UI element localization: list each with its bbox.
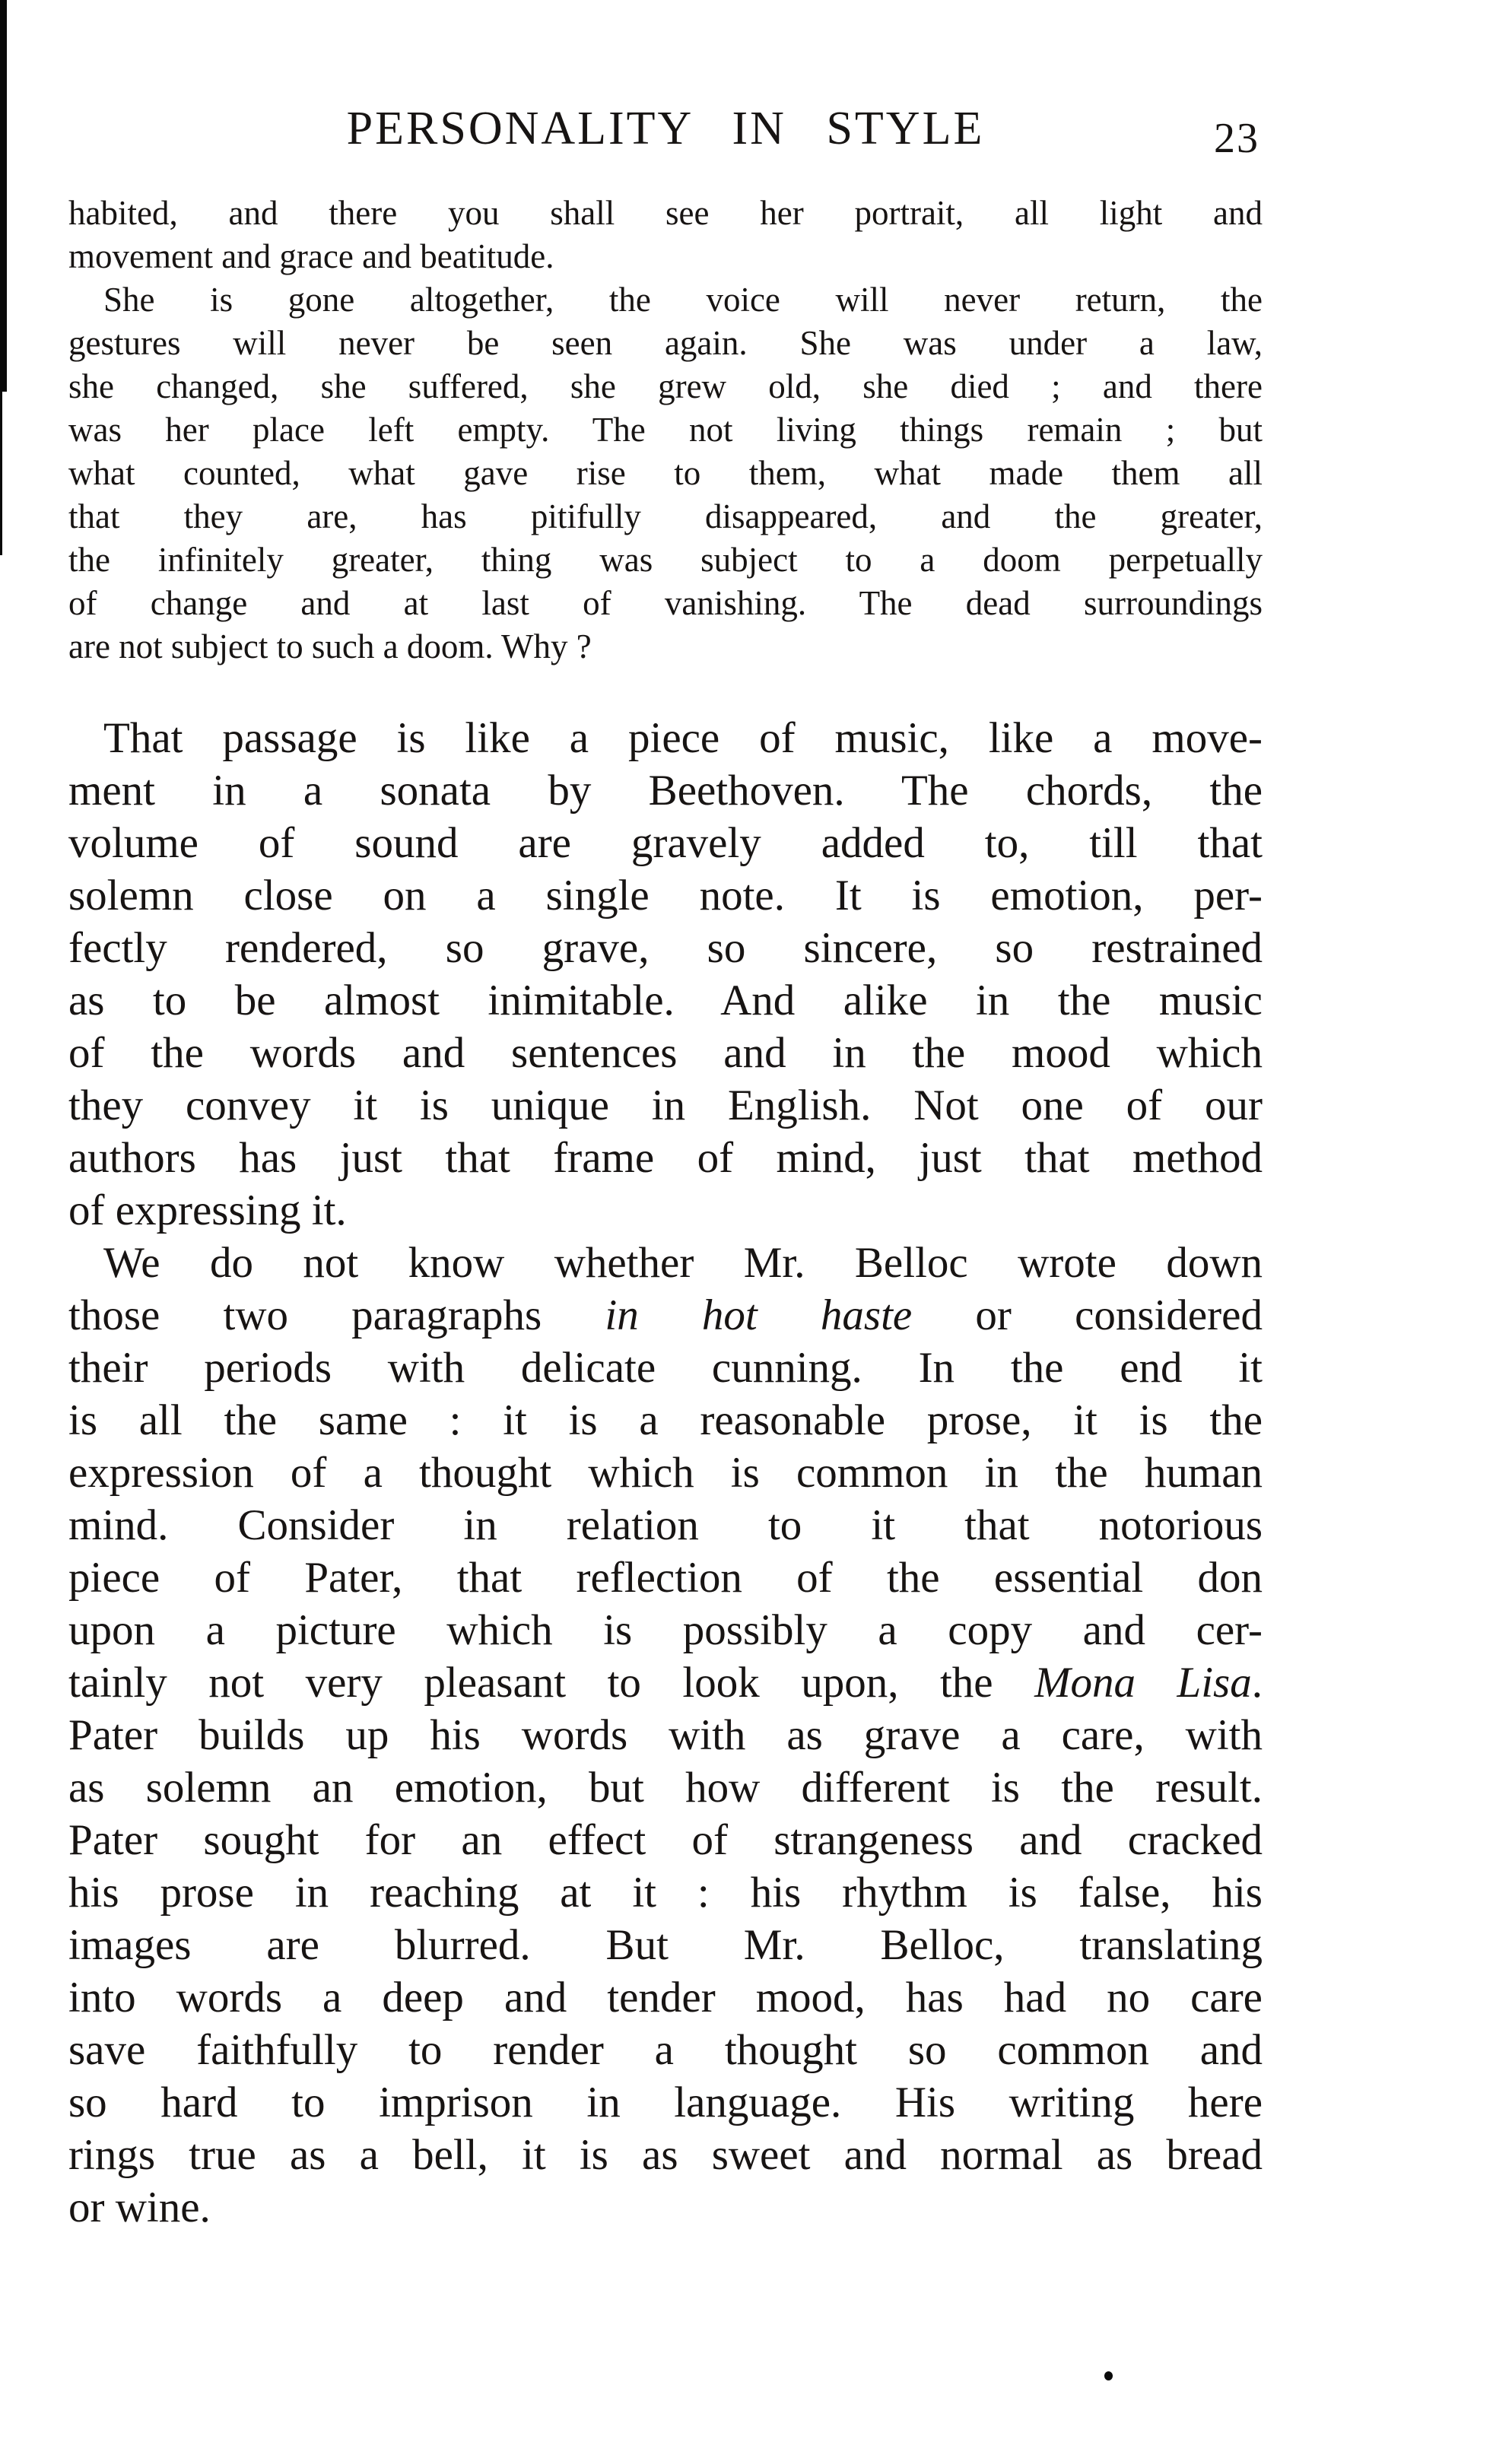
text-run: or considered — [912, 1291, 1263, 1339]
text-run: she changed, she suffered, she grew old, she died ; and there — [68, 367, 1263, 405]
text-run: as solemn an emotion, but how different is the result. — [68, 1764, 1263, 1812]
text-line — [68, 452, 1263, 495]
text-line — [68, 1919, 1263, 1971]
scan-edge-artifact — [0, 0, 7, 392]
text-run: fectly rendered, so grave, so sincere, so restrained — [68, 924, 1263, 972]
text-line — [68, 625, 1263, 669]
text-run: expression of a thought which is common in the human — [68, 1449, 1263, 1497]
text-run: . — [1251, 1659, 1263, 1707]
text-line — [68, 2024, 1263, 2076]
text-line — [68, 538, 1263, 582]
text-run: as to be almost inimitable. And alike in the music — [68, 977, 1263, 1024]
text-run: was her place left empty. The not living things remain ; but — [68, 411, 1263, 449]
text-run: Pater sought for an effect of strangeness and cracked — [68, 1816, 1263, 1864]
italic-text: in hot haste — [605, 1291, 913, 1339]
text-run: save faithfully to render a thought so common and — [68, 2026, 1263, 2074]
text-run: solemn close on a single note. It is emotion, per- — [68, 872, 1263, 919]
text-line — [68, 1342, 1263, 1394]
text-run: their periods with delicate cunning. In the end it — [68, 1344, 1263, 1392]
text-run: tainly not very pleasant to look upon, the — [68, 1659, 1035, 1707]
text-run: authors has just that frame of mind, just that method — [68, 1134, 1263, 1182]
text-run: upon a picture which is possibly a copy and cer- — [68, 1606, 1263, 1654]
text-line — [68, 278, 1263, 322]
text-line — [68, 817, 1263, 869]
text-run: images are blurred. But Mr. Belloc, translating — [68, 1921, 1263, 1969]
text-run: of the words and sentences and in the mood which — [68, 1029, 1263, 1077]
text-run: ment in a sonata by Beethoven. The chords, the — [68, 767, 1263, 815]
text-run: piece of Pater, that reflection of the essential don — [68, 1554, 1263, 1602]
text-line — [68, 582, 1263, 625]
text-line — [68, 1551, 1263, 1604]
text-run: movement and grace and beatitude. — [68, 237, 554, 275]
text-line — [68, 1289, 1263, 1342]
text-run: Pater builds up his words with as grave a care, with — [68, 1711, 1263, 1759]
text-run: of expressing it. — [68, 1186, 347, 1234]
text-line — [68, 1027, 1263, 1079]
text-run: into words a deep and tender mood, has had no care — [68, 1974, 1263, 2021]
text-line — [68, 922, 1263, 974]
text-line — [68, 1184, 1263, 1237]
text-line — [68, 1761, 1263, 1814]
text-line — [68, 495, 1263, 538]
text-line — [68, 322, 1263, 365]
text-line — [68, 712, 1263, 764]
text-line — [68, 235, 1263, 278]
page-number: 23 — [1214, 115, 1259, 162]
text-run: his prose in reaching at it : his rhythm is false, his — [68, 1869, 1263, 1917]
ink-speck — [1104, 2371, 1113, 2380]
text-line — [68, 764, 1263, 817]
text-run: the infinitely greater, thing was subject to a doom perpetually — [68, 541, 1263, 579]
text-run: volume of sound are gravely added to, till that — [68, 819, 1263, 867]
text-run: That passage is like a piece of music, like a move- — [103, 714, 1263, 762]
text-line — [68, 1394, 1263, 1447]
text-run: are not subject to such a doom. Why ? — [68, 627, 592, 665]
text-run: or wine. — [68, 2183, 211, 2231]
text-line — [68, 1079, 1263, 1132]
text-line — [68, 1814, 1263, 1866]
text-line — [68, 1132, 1263, 1184]
text-line — [68, 1656, 1263, 1709]
text-line — [68, 1971, 1263, 2024]
text-line — [68, 1709, 1263, 1761]
running-header-title: PERSONALITY IN STYLE — [346, 103, 985, 154]
text-run: She is gone altogether, the voice will never return, the — [103, 281, 1263, 319]
text-run: mind. Consider in relation to it that notorious — [68, 1501, 1263, 1549]
text-line — [68, 1604, 1263, 1656]
paragraph-music-commentary — [68, 712, 1263, 1237]
text-line — [68, 1237, 1263, 1289]
text-run: We do not know whether Mr. Belloc wrote down — [103, 1239, 1263, 1287]
text-line — [68, 2129, 1263, 2181]
text-run: they convey it is unique in English. Not one of our — [68, 1081, 1263, 1129]
text-line — [68, 1499, 1263, 1551]
text-line — [68, 192, 1263, 235]
text-run: rings true as a bell, it is as sweet and normal as bread — [68, 2131, 1263, 2179]
text-run: habited, and there you shall see her portrait, all light and — [68, 194, 1263, 232]
text-run: so hard to imprison in language. His writing here — [68, 2079, 1263, 2126]
italic-text: Mona Lisa — [1034, 1659, 1252, 1707]
text-run: gestures will never be seen again. She was under a law, — [68, 324, 1263, 362]
text-run: of change and at last of vanishing. The dead surroundings — [68, 584, 1263, 622]
text-line — [68, 408, 1263, 452]
text-line — [68, 1447, 1263, 1499]
text-line — [68, 2181, 1263, 2234]
text-line — [68, 974, 1263, 1027]
text-line — [68, 365, 1263, 408]
paragraph-opening-quote — [68, 192, 1263, 669]
paragraph-belloc-pater-comparison — [68, 1237, 1263, 2234]
text-line — [68, 1866, 1263, 1919]
text-run: what counted, what gave rise to them, what made them all — [68, 454, 1263, 492]
scan-edge-artifact-thin — [0, 392, 2, 555]
text-run: that they are, has pitifully disappeared, and the greater, — [68, 497, 1263, 535]
text-run: is all the same : it is a reasonable prose, it is the — [68, 1396, 1263, 1444]
text-run: those two paragraphs — [68, 1291, 605, 1339]
text-line — [68, 869, 1263, 922]
text-line — [68, 2076, 1263, 2129]
